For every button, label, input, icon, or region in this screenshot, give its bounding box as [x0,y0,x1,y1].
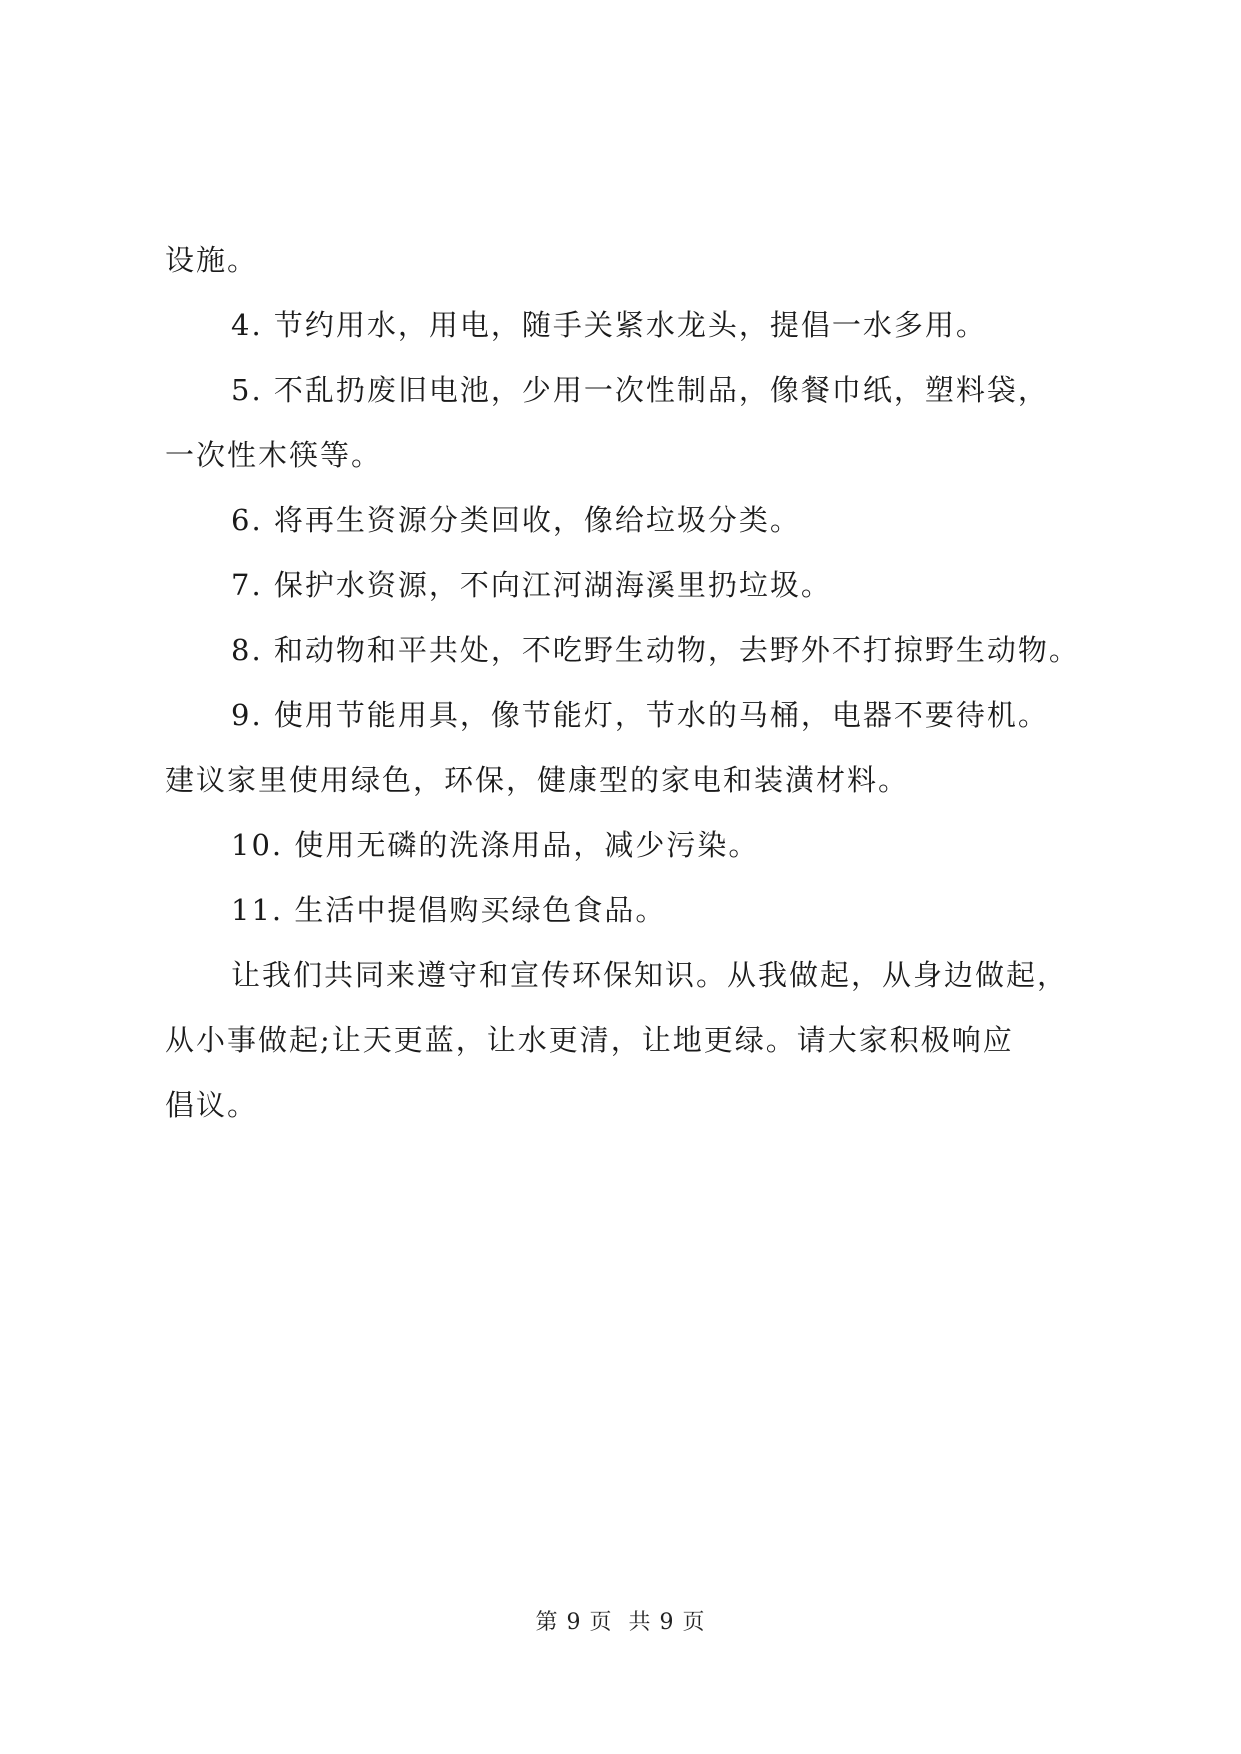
paragraph-line: 10. 使用无磷的洗涤用品，减少污染。 [231,828,760,862]
paragraph-line: 7. 保护水资源，不向江河湖海溪里扔垃圾。 [231,568,832,602]
paragraph-line: 5. 不乱扔废旧电池，少用一次性制品，像餐巾纸，塑料袋， [231,373,1049,407]
paragraph-line: 倡议。 [165,1088,259,1122]
paragraph-line: 9. 使用节能用具，像节能灯，节水的马桶，电器不要待机。 [231,698,1049,732]
paragraph-line: 4. 节约用水，用电，随手关紧水龙头，提倡一水多用。 [231,308,987,342]
page-number-label: 第 9 页 共 9 页 [535,1610,706,1635]
page-footer [0,1608,1241,1638]
document-body [165,228,1085,1138]
paragraph-line: 11. 生活中提倡购买绿色食品。 [231,893,667,927]
paragraph-line: 从小事做起;让天更蓝，让水更清，让地更绿。请大家积极响应 [165,1023,1014,1057]
paragraph-line: 6. 将再生资源分类回收，像给垃圾分类。 [231,503,801,537]
paragraph-line: 建议家里使用绿色，环保，健康型的家电和装潢材料。 [165,763,910,797]
paragraph-line: 一次性木筷等。 [165,438,383,472]
paragraph-line: 设施。 [165,243,259,277]
paragraph-line: 让我们共同来遵守和宣传环保知识。从我做起，从身边做起， [231,958,1069,992]
paragraph-line: 8. 和动物和平共处，不吃野生动物，去野外不打掠野生动物。 [231,633,1080,667]
